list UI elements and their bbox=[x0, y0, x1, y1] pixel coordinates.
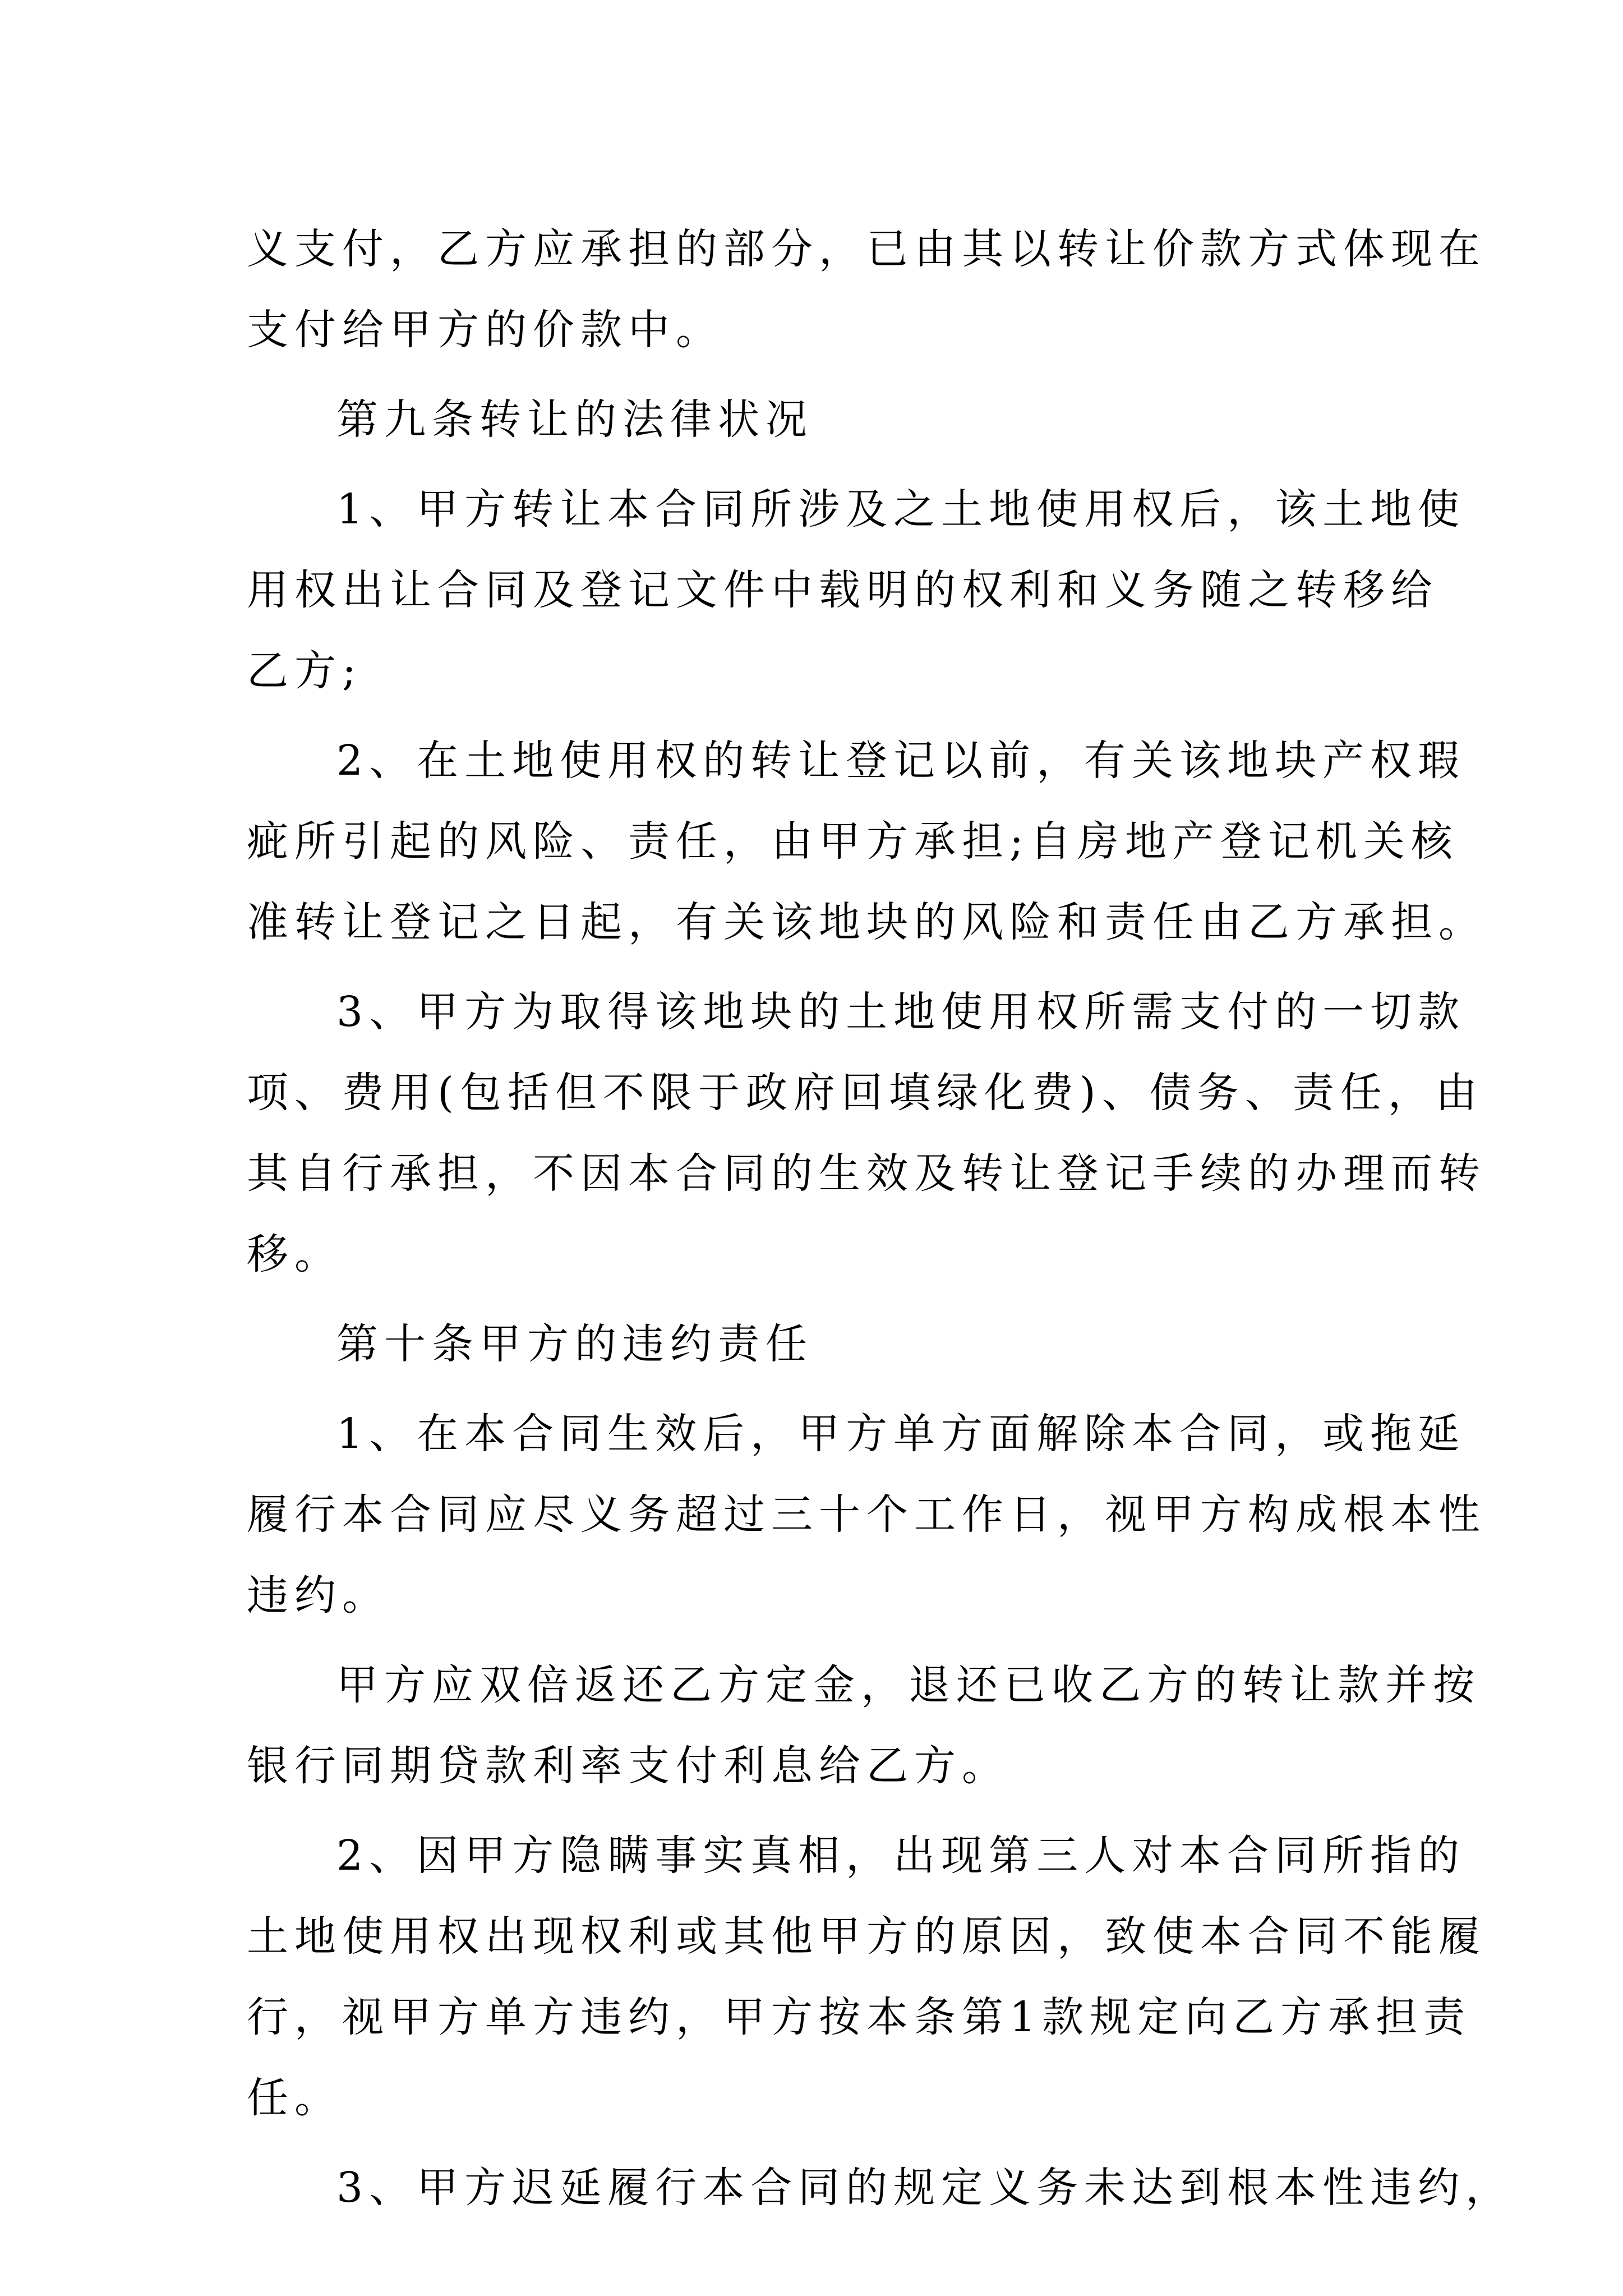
text-line: 乙方; bbox=[247, 647, 362, 695]
text-line: 银行同期贷款利率支付利息给乙方。 bbox=[247, 1742, 1009, 1790]
clause-10-1: 1、在本合同生效后，甲方单方面解除本合同，或拖延 bbox=[336, 1410, 1466, 1458]
text-line: 项、费用(包括但不限于政府回填绿化费)、债务、责任，由 bbox=[247, 1069, 1483, 1117]
text-line: 疵所引起的风险、责任，由甲方承担;自房地产登记机关核 bbox=[247, 817, 1459, 866]
text-line: 准转让登记之日起，有关该地块的风险和责任由乙方承担。 bbox=[247, 898, 1486, 946]
text-line: 违约。 bbox=[247, 1571, 390, 1619]
clause-10-3: 3、甲方迟延履行本合同的规定义务未达到根本性违约， bbox=[336, 2164, 1514, 2212]
text-line: 履行本合同应尽义务超过三十个工作日，视甲方构成根本性 bbox=[247, 1490, 1486, 1539]
clause-10-2: 2、因甲方隐瞒事实真相，出现第三人对本合同所指的 bbox=[336, 1832, 1466, 1880]
section-heading-9: 第九条转让的法律状况 bbox=[336, 395, 813, 444]
text-line: 移。 bbox=[247, 1230, 342, 1278]
clause-10-1-remedy: 甲方应双倍返还乙方定金，退还已收乙方的转让款并按 bbox=[336, 1661, 1481, 1709]
clause-9-3: 3、甲方为取得该地块的土地使用权所需支付的一切款 bbox=[336, 988, 1466, 1036]
text-line: 任。 bbox=[247, 2074, 342, 2122]
text-line: 支付给甲方的价款中。 bbox=[247, 306, 723, 354]
text-line: 其自行承担，不因本合同的生效及转让登记手续的办理而转 bbox=[247, 1149, 1486, 1198]
text-line: 义支付，乙方应承担的部分，已由其以转让价款方式体现在 bbox=[247, 225, 1486, 273]
clause-9-1: 1、甲方转让本合同所涉及之土地使用权后，该土地使 bbox=[336, 485, 1466, 533]
text-line: 土地使用权出现权利或其他甲方的原因，致使本合同不能履 bbox=[247, 1912, 1486, 1961]
clause-9-2: 2、在土地使用权的转让登记以前，有关该地块产权瑕 bbox=[336, 737, 1466, 785]
document-body bbox=[247, 209, 1514, 2228]
text-line: 行，视甲方单方违约，甲方按本条第1款规定向乙方承担责 bbox=[247, 1993, 1472, 2041]
section-heading-10: 第十条甲方的违约责任 bbox=[336, 1320, 813, 1368]
text-line: 用权出让合同及登记文件中载明的权利和义务随之转移给 bbox=[247, 566, 1438, 614]
